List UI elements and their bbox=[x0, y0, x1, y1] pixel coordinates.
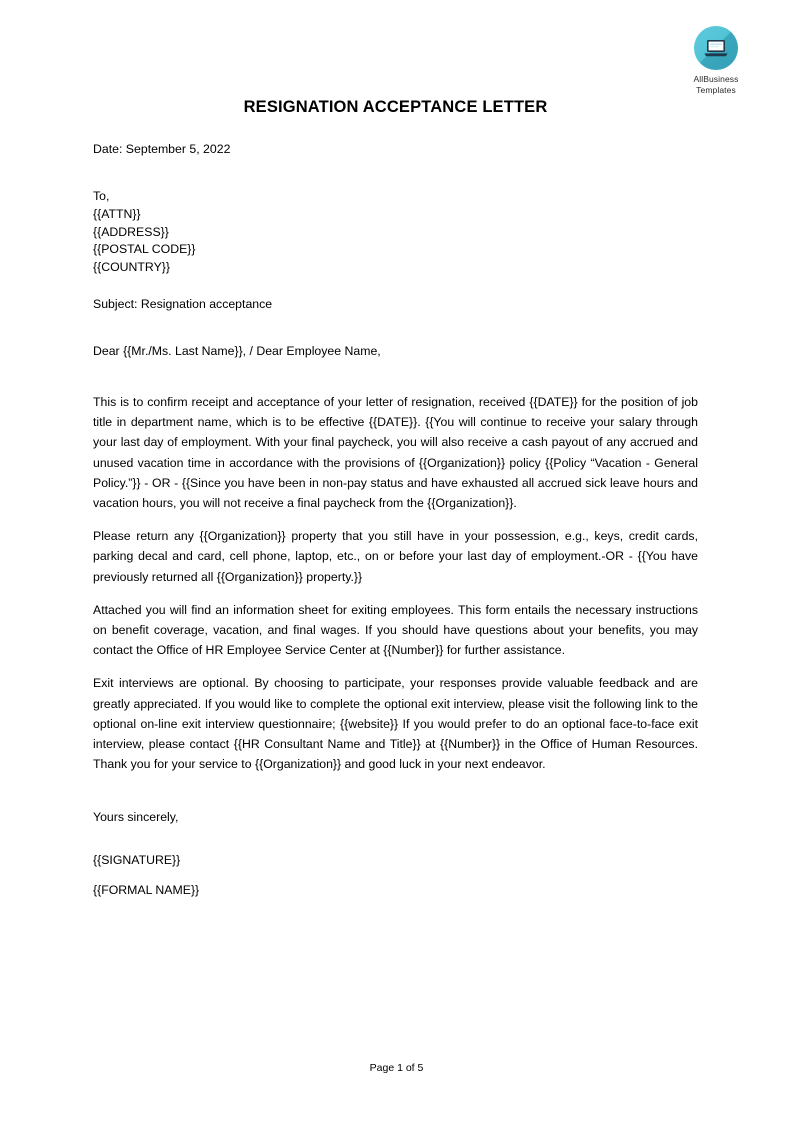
recipient-postal-code: {{POSTAL CODE}} bbox=[93, 242, 196, 257]
brand-name-line-2: Templates bbox=[696, 84, 736, 95]
body-paragraph: This is to confirm receipt and acceptance of your letter of resignation, received {{DATE}} for the position of job title in department name, which is to be effective {{DATE}}. {{You will continue to receive your salary through your last day of employment. With your final paycheck, you will also receive a cash payout of any accrued and unused vacation time in accordance with the provisions of {{Organization}} policy {{Policy “Vacation - General Policy.”}} - OR - {{Since you have been in non-pay status and have exhausted all accrued sick leave hours and vacation hours, you will not receive a final paycheck from the {{Organization}}. bbox=[93, 394, 698, 510]
subject-line: Subject: Resignation acceptance bbox=[93, 296, 273, 311]
body-paragraph: Exit interviews are optional. By choosing to participate, your responses provide valuable feedback and are greatly appreciated. If you would like to complete the optional exit interview, please visit the following link to the optional on-line exit interview questionnaire; {{website}} If you would prefer to do an optional face-to-face exit interview, please contact {{HR Consultant Name and Title}} at {{Number}} in the Office of Human Resources. Thank you for your service to {{Organization}} and good luck in your next endeavor. bbox=[93, 676, 698, 772]
recipient-address: {{ADDRESS}} bbox=[93, 224, 169, 239]
laptop-icon bbox=[694, 26, 738, 70]
recipient-attn: {{ATTN}} bbox=[93, 206, 141, 221]
salutation-line: Dear {{Mr./Ms. Last Name}}, / Dear Employee Name, bbox=[93, 343, 381, 358]
page-footer bbox=[0, 1061, 793, 1075]
body-paragraph: Please return any {{Organization}} property that you still have in your possession, e.g., keys, credit cards, parking decal and card, cell phone, laptop, etc., on or before your last day of employment.-OR - {{You have previously returned all {{Organization}} property.}} bbox=[93, 529, 698, 584]
recipient-country: {{COUNTRY}} bbox=[93, 260, 171, 275]
page-indicator: Page 1 of 5 bbox=[369, 1062, 424, 1074]
formal-name-placeholder: {{FORMAL NAME}} bbox=[93, 883, 200, 898]
letter-body bbox=[93, 360, 698, 774]
body-paragraph: Attached you will find an information sheet for exiting employees. This form entails the necessary instructions on benefit coverage, vacation, and final wages. If you should have questions about your benefits, you may contact the Office of HR Employee Service Center at {{Number}} for further assistance. bbox=[93, 602, 698, 658]
signature-placeholder: {{SIGNATURE}} bbox=[93, 853, 181, 868]
page-title: RESIGNATION ACCEPTANCE LETTER bbox=[243, 98, 548, 116]
closing-line: Yours sincerely, bbox=[93, 810, 179, 825]
date-line: Date: September 5, 2022 bbox=[93, 142, 231, 156]
brand-name-line-1: AllBusiness bbox=[693, 74, 739, 84]
recipient-to-label: To, bbox=[93, 189, 110, 203]
letter-content bbox=[93, 0, 698, 899]
recipient-address-block bbox=[93, 158, 698, 277]
